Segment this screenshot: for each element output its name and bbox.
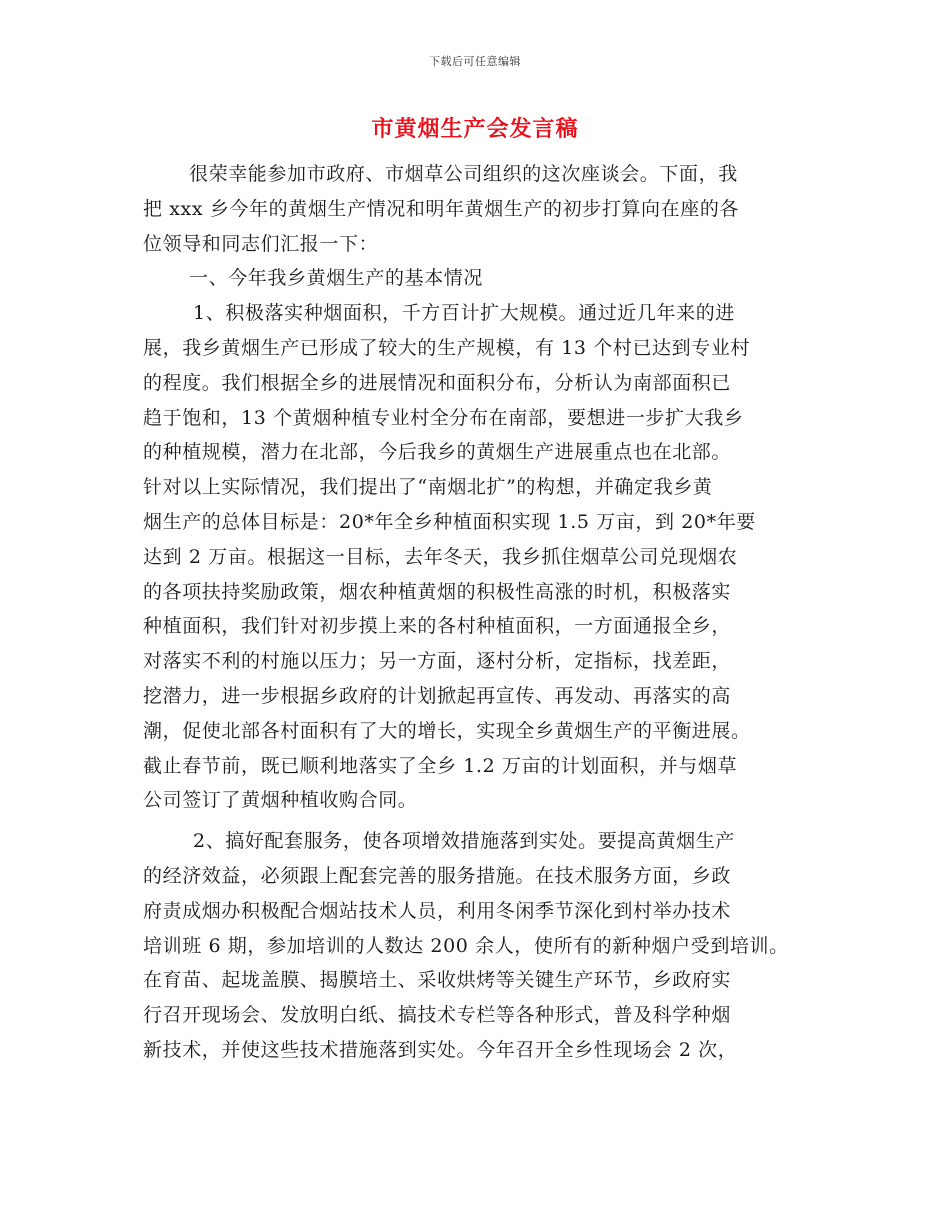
text-line: 很荣幸能参加市政府、市烟草公司组织的这次座谈会。下面，我 xyxy=(189,163,738,185)
text-line: 的经济效益，必须跟上配套完善的服务措施。在技术服务方面，乡政 xyxy=(143,864,732,887)
text-line: 烟生产的总体目标是：20*年全乡种植面积实现 1.5 万亩，到 20*年要 xyxy=(143,510,756,533)
text-line: 的程度。我们根据全乡的进展情况和面积分布，分析认为南部面积已 xyxy=(143,371,732,394)
text-line: 挖潜力，进一步根据乡政府的计划掀起再宣传、再发动、再落实的高 xyxy=(143,684,732,707)
header-note: 下载后可任意编辑 xyxy=(429,55,521,68)
text-line: 截止春节前，既已顺利地落实了全乡 1.2 万亩的计划面积，并与烟草 xyxy=(143,754,738,777)
text-line: 达到 2 万亩。根据这一目标，去年冬天，我乡抓住烟草公司兑现烟农 xyxy=(143,545,738,568)
text-line: 新技术，并使这些技术措施落到实处。今年召开全乡性现场会 2 次， xyxy=(143,1038,738,1061)
text-line: 针对以上实际情况，我们提出了“南烟北扩”的构想，并确定我乡黄 xyxy=(143,476,713,499)
text-line: 公司签订了黄烟种植收购合同。 xyxy=(143,789,418,812)
text-line: 一、今年我乡黄烟生产的基本情况 xyxy=(189,267,484,290)
text-line: 把 xxx 乡今年的黄烟生产情况和明年黄烟生产的初步打算向在座的各 xyxy=(143,197,740,220)
text-line: 在育苗、起垅盖膜、揭膜培土、采收烘烤等关键生产环节，乡政府实 xyxy=(143,969,732,992)
text-line: 趋于饱和，13 个黄烟种植专业村全分布在南部，要想进一步扩大我乡 xyxy=(143,406,744,429)
text-line: 行召开现场会、发放明白纸、搞技术专栏等各种形式，普及科学种烟 xyxy=(143,1004,732,1027)
document-title: 市黄烟生产会发言稿 xyxy=(371,116,579,142)
text-line: 2、搞好配套服务，使各项增效措施落到实处。要提高黄烟生产 xyxy=(193,830,735,853)
text-line: 对落实不利的村施以压力；另一方面，逐村分析，定指标，找差距， xyxy=(143,650,732,673)
section-heading xyxy=(143,261,833,296)
text-line: 展，我乡黄烟生产已形成了较大的生产规模，有 13 个村已达到专业村 xyxy=(143,336,751,359)
text-line: 位领导和同志们汇报一下： xyxy=(143,232,379,255)
text-line: 培训班 6 期，参加培训的人数达 200 余人，使所有的新种烟户受到培训。 xyxy=(143,934,789,957)
text-line: 1、积极落实种烟面积，千方百计扩大规模。通过近几年来的进 xyxy=(193,302,735,325)
text-line: 潮，促使北部各村面积有了大的增长，实现全乡黄烟生产的平衡进展。 xyxy=(143,719,751,742)
document-body xyxy=(143,157,833,1068)
text-line: 的种植规模，潜力在北部，今后我乡的黄烟生产进展重点也在北部。 xyxy=(143,441,732,464)
item1-paragraph xyxy=(143,296,833,818)
text-line: 的各项扶持奖励政策，烟农种植黄烟的积极性高涨的时机，积极落实 xyxy=(143,580,732,603)
item2-paragraph xyxy=(143,824,833,1068)
intro-paragraph xyxy=(143,157,833,261)
text-line: 种植面积，我们针对初步摸上来的各村种植面积，一方面通报全乡， xyxy=(143,615,732,638)
text-line: 府责成烟办积极配合烟站技术人员，利用冬闲季节深化到村举办技术 xyxy=(143,899,732,922)
